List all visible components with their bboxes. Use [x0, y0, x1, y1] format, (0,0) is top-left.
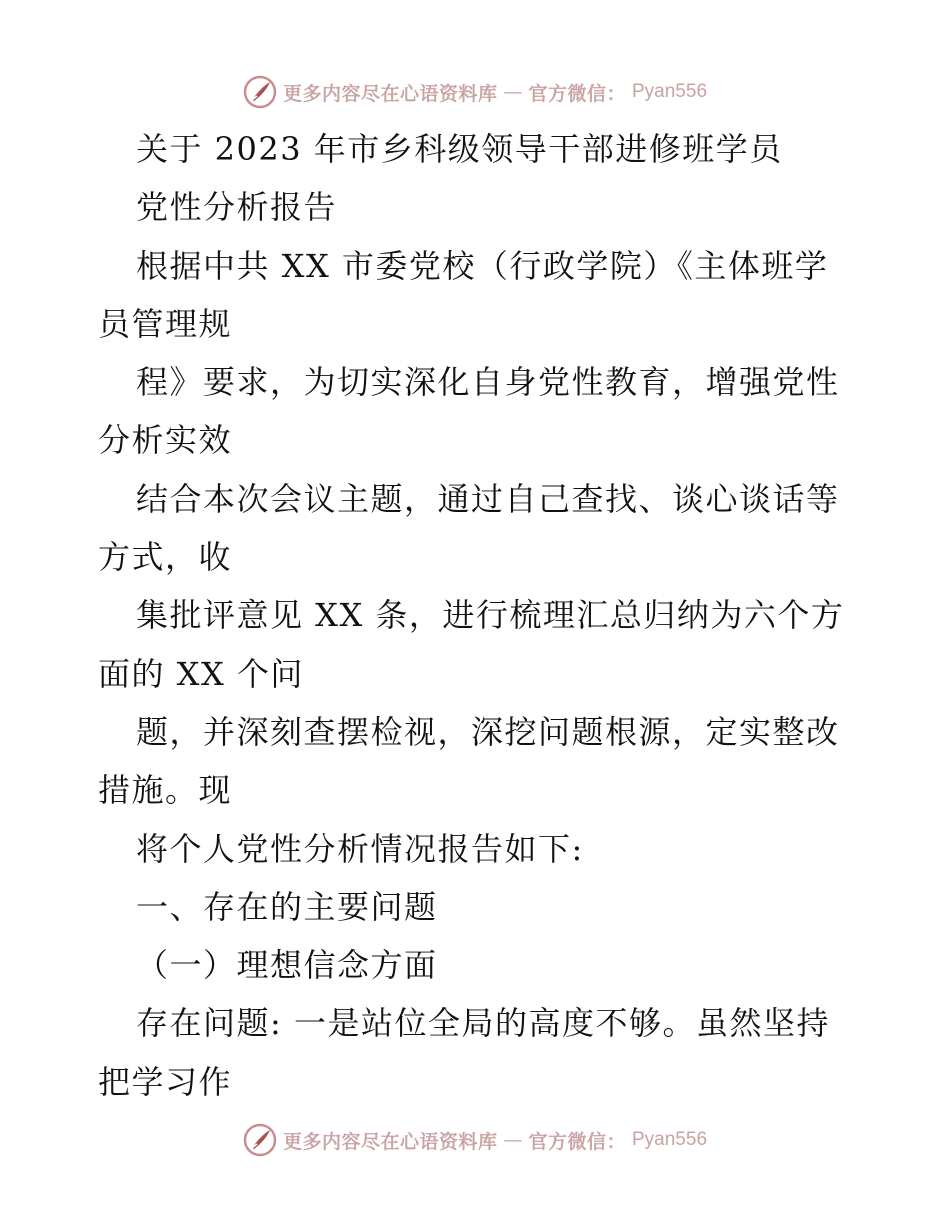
paragraph-line: 方式，收	[98, 538, 233, 577]
watermark-wechat-id: Pyan556	[632, 1129, 708, 1150]
watermark-separator: —	[503, 81, 523, 103]
watermark-site-text: 更多内容尽在心语资料库	[282, 1130, 498, 1153]
paragraph-line: 结合本次会议主题，通过自己查找、谈心谈话等	[136, 479, 840, 518]
paragraph-line: 程》要求，为切实深化自身党性教育，增强党性	[136, 363, 840, 402]
paragraph-line: 把学习作	[98, 1062, 233, 1101]
watermark-official-text: 官方微信：	[528, 82, 626, 105]
paragraph-line: 员管理规	[98, 304, 233, 343]
paragraph-line: 题，并深刻查摆检视，深挖问题根源，定实整改	[136, 712, 840, 751]
feather-pen-icon	[243, 75, 277, 109]
paragraph-line: 集批评意见 XX 条，进行梳理汇总归纳为六个方	[136, 596, 845, 635]
section-heading: 一、存在的主要问题	[136, 887, 438, 926]
paragraph-line: 将个人党性分析情况报告如下:	[136, 829, 584, 868]
header-watermark	[0, 72, 950, 112]
title-line-2: 党性分析报告	[136, 188, 338, 227]
paragraph-line: 根据中共 XX 市委党校（行政学院）《主体班学	[136, 246, 829, 285]
watermark-separator: —	[503, 1129, 523, 1151]
paragraph-line: 分析实效	[98, 421, 233, 460]
feather-pen-icon	[243, 1123, 277, 1157]
paragraph-line: 存在问题: 一是站位全局的高度不够。虽然坚持	[136, 1004, 830, 1043]
paragraph-line: 措施。现	[98, 771, 233, 810]
watermark-official-text: 官方微信：	[528, 1130, 626, 1153]
document-body	[98, 120, 858, 1111]
watermark-site-text: 更多内容尽在心语资料库	[282, 82, 498, 105]
title-line-1: 关于 2023 年市乡科级领导干部进修班学员	[136, 130, 783, 168]
paragraph-line: 面的 XX 个问	[98, 654, 304, 693]
subsection-heading: （一）理想信念方面	[136, 946, 438, 985]
footer-watermark	[0, 1120, 950, 1160]
watermark-wechat-id: Pyan556	[632, 81, 708, 102]
